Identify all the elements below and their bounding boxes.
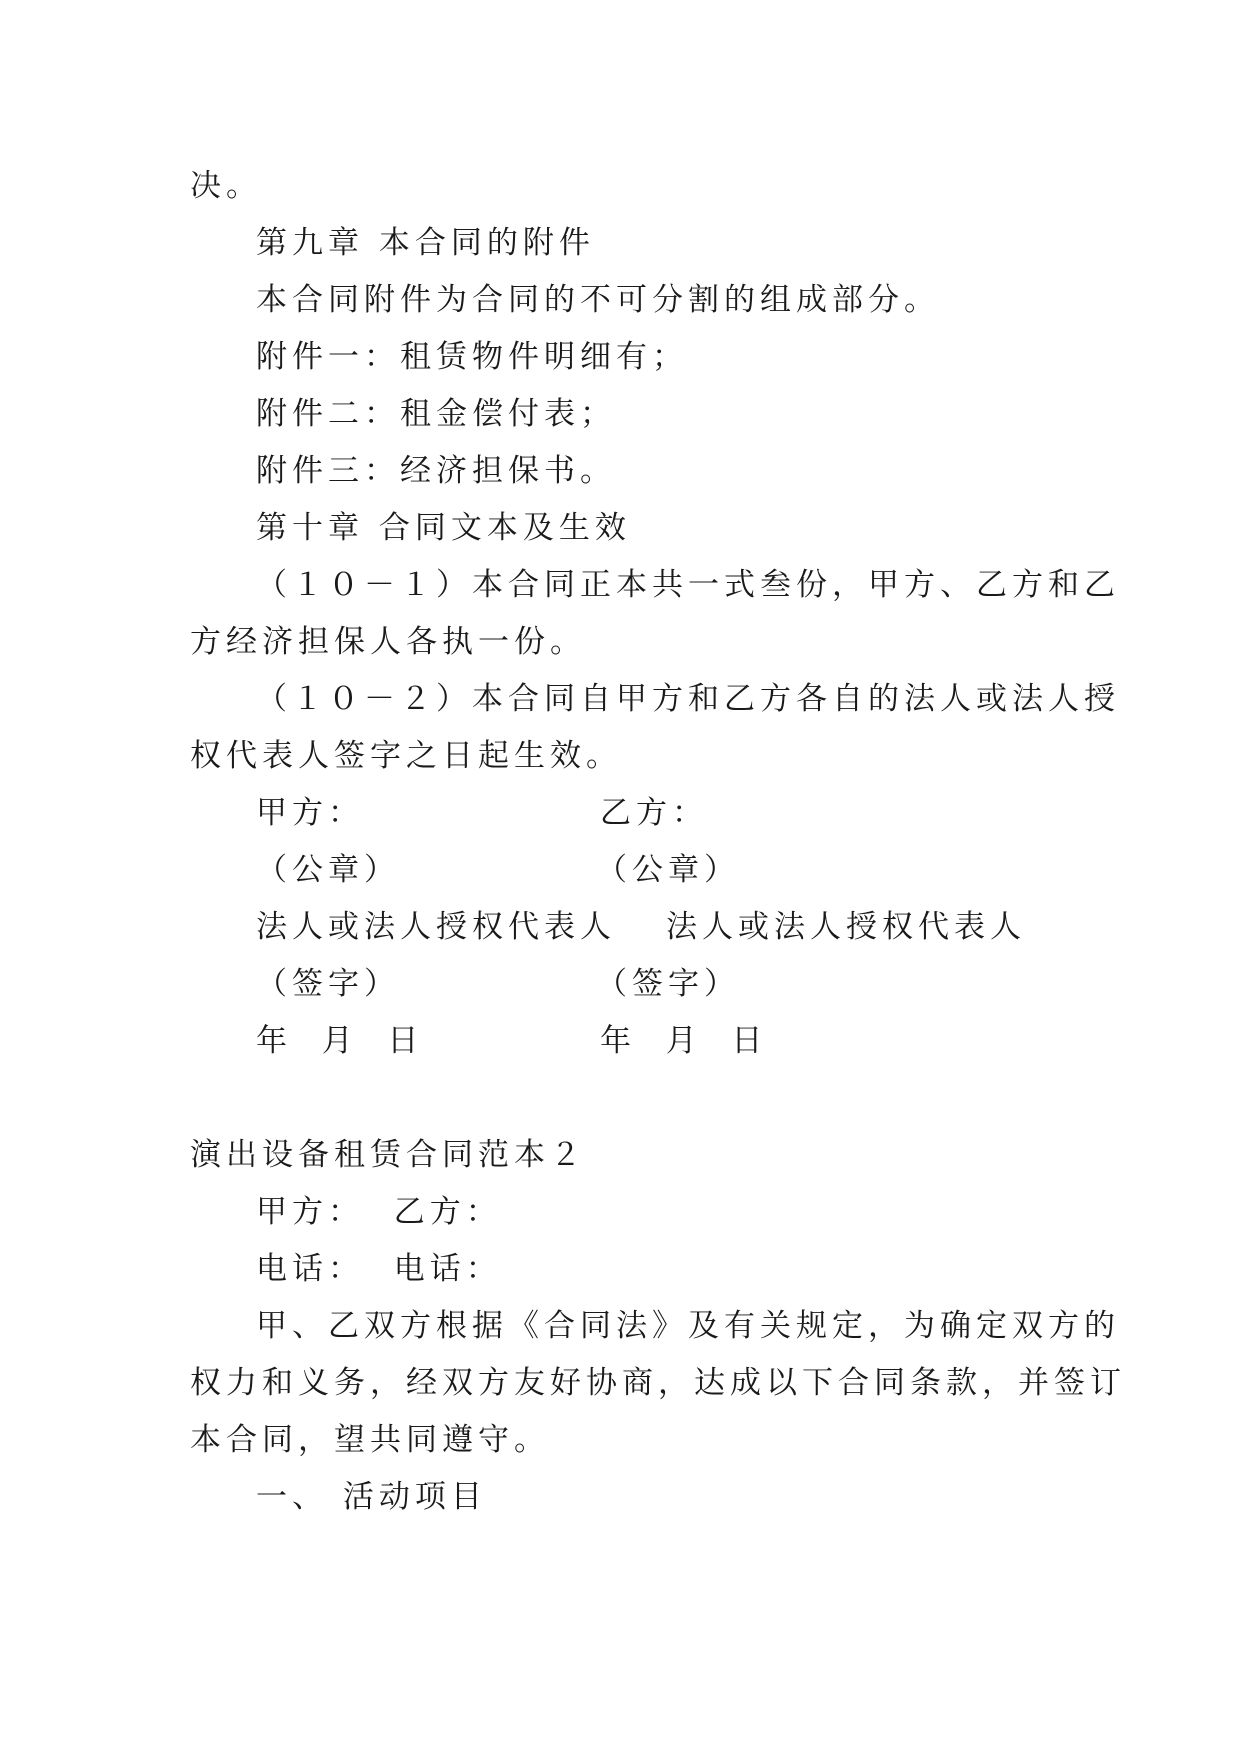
attachment-item: 附件一：租赁物件明细有；: [256, 339, 688, 375]
party-a-label: 甲方：: [256, 795, 364, 831]
text-line: 决。: [190, 168, 262, 204]
representative-b: 法人或法人授权代表人: [666, 909, 1026, 945]
phones-line: 电话： 电话：: [256, 1251, 502, 1287]
attachment-item: 附件三：经济担保书。: [256, 453, 616, 489]
chapter-heading: 第十章 合同文本及生效: [256, 510, 631, 546]
seal-a: （公章）: [256, 852, 400, 888]
party-b-label: 乙方：: [600, 795, 708, 831]
text-line: 方经济担保人各执一份。: [190, 624, 586, 660]
text-line: （１０－２）本合同自甲方和乙方各自的法人或法人授: [256, 681, 1120, 717]
intro-line: 本合同，望共同遵守。: [190, 1422, 550, 1458]
representative-a: 法人或法人授权代表人: [256, 909, 616, 945]
intro-line: 甲、乙双方根据《合同法》及有关规定，为确定双方的: [256, 1308, 1120, 1344]
text-line: 本合同附件为合同的不可分割的组成部分。: [256, 282, 940, 318]
text-line: （１０－１）本合同正本共一式叁份，甲方、乙方和乙: [256, 567, 1120, 603]
chapter-heading: 第九章 本合同的附件: [256, 225, 595, 261]
attachment-item: 附件二：租金偿付表；: [256, 396, 616, 432]
sign-b: （签字）: [596, 966, 740, 1002]
intro-line: 权力和义务，经双方友好协商，达成以下合同条款，并签订: [190, 1365, 1126, 1401]
seal-b: （公章）: [596, 852, 740, 888]
section-heading: 一、 活动项目: [256, 1479, 487, 1515]
date-b: 年 月 日: [600, 1023, 768, 1059]
text-line: 权代表人签字之日起生效。: [190, 738, 622, 774]
contract-title: 演出设备租赁合同范本２: [190, 1137, 586, 1173]
parties-line: 甲方： 乙方：: [256, 1194, 502, 1230]
date-a: 年 月 日: [256, 1023, 424, 1059]
sign-a: （签字）: [256, 966, 400, 1002]
